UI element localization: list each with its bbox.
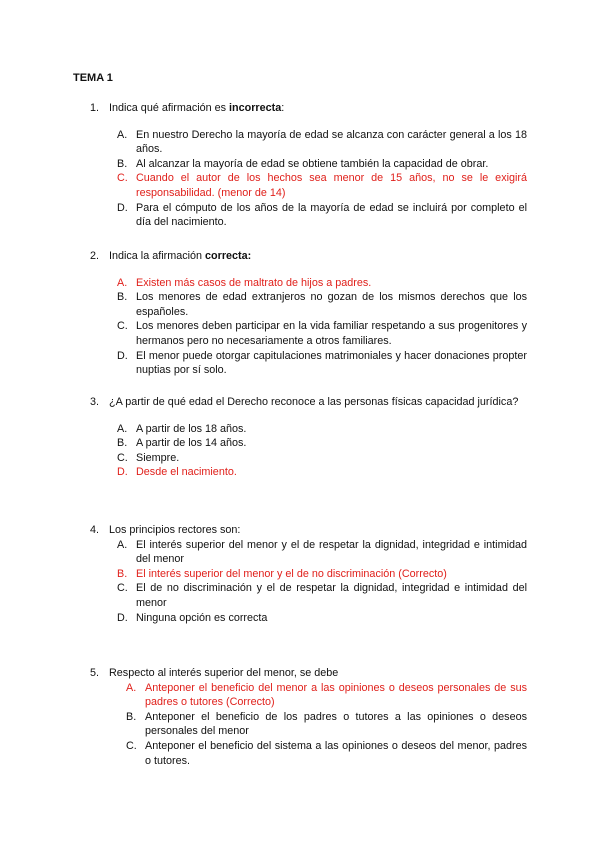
option-a: A. En nuestro Derecho la mayoría de edad se alcanza con carácter general a los 18 años.	[117, 128, 527, 156]
option-a: A. El interés superior del menor y el de respetar la dignidad, integridad e intimidad del menor	[117, 538, 527, 566]
question-text: Indica qué afirmación es incorrecta:	[109, 102, 285, 114]
question-number: 3.	[90, 396, 100, 408]
option-list	[90, 681, 527, 769]
question-number: 5.	[90, 667, 100, 679]
option-c: C. Anteponer el beneficio del sistema a las opiniones o deseos del menor, padres o tutores.	[126, 739, 527, 767]
question-number: 4.	[90, 524, 100, 536]
question-3	[90, 395, 527, 480]
option-a-correct: A. Existen más casos de maltrato de hijos a padres.	[117, 276, 372, 289]
question-1	[90, 101, 527, 230]
question-4	[90, 523, 527, 625]
question-number: 2.	[90, 250, 100, 262]
option-b: B. Al alcanzar la mayoría de edad se obtiene también la capacidad de obrar.	[117, 157, 489, 170]
question-text: Respecto al interés superior del menor, se debe	[109, 667, 339, 679]
option-d-correct: D. Desde el nacimiento.	[117, 466, 237, 479]
option-c-correct: C. Cuando el autor de los hechos sea menor de 15 años, no se le exigirá responsabilidad. (menor de 14)	[117, 172, 527, 199]
question-text: Indica la afirmación correcta:	[109, 250, 252, 262]
question-number: 1.	[90, 102, 100, 114]
option-d: D. Para el cómputo de los años de la mayoría de edad se incluirá por completo el día del nacimiento.	[117, 201, 527, 229]
option-c: C. El de no discriminación y el de respetar la dignidad, integridad e intimidad del menor	[117, 582, 527, 609]
option-b: B. Anteponer el beneficio de los padres o tutores a las opiniones o deseos personales del menor	[126, 710, 527, 738]
option-list	[90, 128, 527, 230]
option-list	[90, 422, 527, 480]
question-5	[90, 666, 527, 768]
option-list	[90, 538, 527, 626]
option-list	[90, 276, 527, 378]
document-title: TEMA 1	[73, 72, 113, 84]
question-2	[90, 249, 527, 378]
question-text: ¿A partir de qué edad el Derecho reconoce a las personas físicas capacidad jurídica?	[109, 396, 519, 408]
option-b-correct: B. El interés superior del menor y el de no discriminación (Correcto)	[117, 567, 447, 580]
option-c: C. Siempre.	[117, 451, 180, 464]
option-b: B. A partir de los 14 años.	[117, 437, 247, 450]
option-b: B. Los menores de edad extranjeros no gozan de los mismos derechos que los españoles.	[117, 291, 527, 318]
option-c: C. Los menores deben participar en la vida familiar respetando a sus progenitores y hermanos pero no necesariamente a otros familiares.	[117, 320, 527, 347]
option-a-correct: A. Anteponer el beneficio del menor a las opiniones o deseos personales de sus padres o tutores (Correcto)	[126, 681, 527, 709]
option-a: A. A partir de los 18 años.	[117, 422, 247, 435]
option-d: D. Ninguna opción es correcta	[117, 611, 268, 624]
option-d: D. El menor puede otorgar capitulaciones matrimoniales y hacer donaciones propter nuptias por sí solo.	[117, 349, 527, 377]
question-text: Los principios rectores son:	[109, 524, 241, 536]
